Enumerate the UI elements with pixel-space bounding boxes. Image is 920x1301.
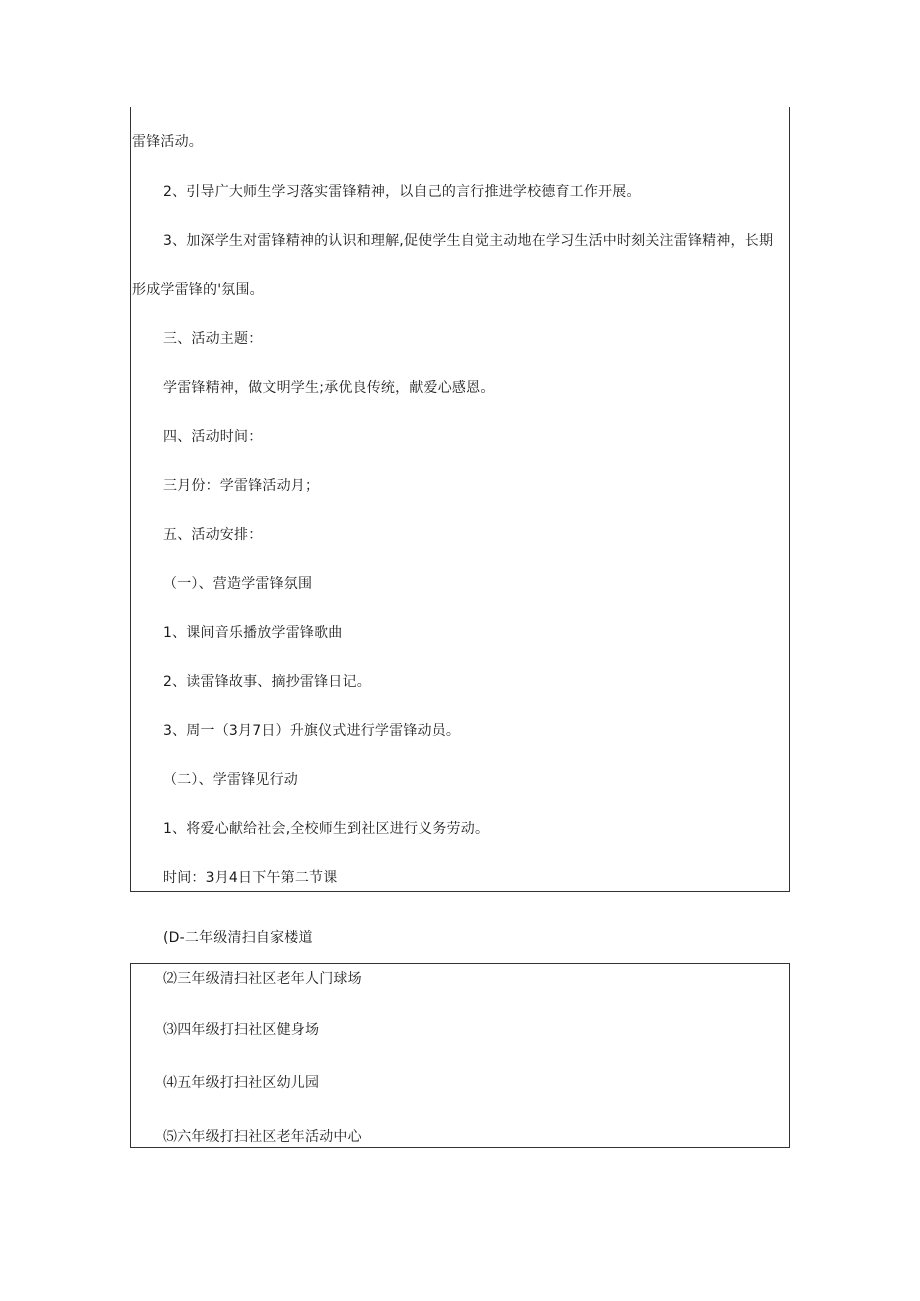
- content-frame-lower: [130, 963, 790, 1148]
- list-item: 3、周一（3月7日）升旗仪式进行学雷锋动员。: [163, 723, 461, 739]
- list-item: 2、读雷锋故事、摘抄雷锋日记。: [163, 674, 371, 690]
- list-item: ⑵三年级清扫社区老年人门球场: [163, 971, 362, 987]
- list-item: (D-二年级清扫自家楼道: [163, 930, 313, 946]
- paragraph-line: 形成学雷锋的'氛围。: [132, 282, 264, 298]
- section-heading: 五、活动安排：: [163, 527, 263, 543]
- paragraph-line: 三月份：学雷锋活动月；: [163, 478, 320, 494]
- list-item: 1、将爱心献给社会,全校师生到社区进行义务劳动。: [163, 821, 490, 837]
- paragraph-line: 时间：3月4日下午第二节课: [163, 870, 338, 886]
- list-item: ⑸六年级打扫社区老年活动中心: [163, 1129, 362, 1145]
- subsection-heading: （一）、营造学雷锋氛围: [163, 576, 313, 592]
- paragraph-line: 雷锋活动。: [132, 134, 203, 150]
- list-item: ⑶四年级打扫社区健身场: [163, 1022, 320, 1038]
- list-item: 1、课间音乐播放学雷锋歌曲: [163, 625, 343, 641]
- paragraph-line: 2、引导广大师生学习落实雷锋精神，以自己的言行推进学校德育工作开展。: [163, 184, 641, 200]
- paragraph-line: 3、加深学生对雷锋精神的认识和理解,促使学生自觉主动地在学习生活中时刻关注雷锋精神，长期: [163, 233, 774, 249]
- subsection-heading: （二）、学雷锋见行动: [163, 772, 298, 788]
- section-heading: 三、活动主题：: [163, 331, 263, 347]
- list-item: ⑷五年级打扫社区幼儿园: [163, 1075, 320, 1091]
- section-heading: 四、活动时间：: [163, 429, 263, 445]
- paragraph-line: 学雷锋精神，做文明学生;承优良传统，献爱心感恩。: [163, 380, 495, 396]
